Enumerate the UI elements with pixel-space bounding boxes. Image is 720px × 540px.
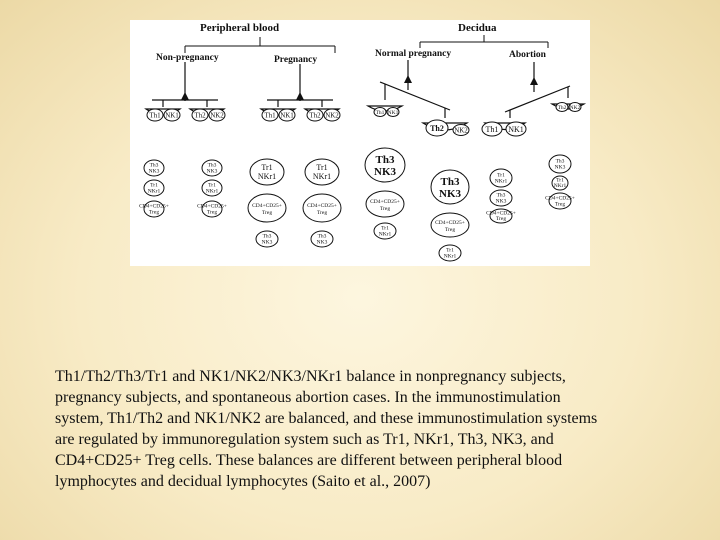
svg-text:Th3: Th3	[262, 233, 272, 240]
reg-stack-pregnancy	[248, 159, 341, 247]
svg-text:NKr1: NKr1	[494, 178, 508, 185]
svg-text:CD4+CD25+: CD4+CD25+	[435, 220, 465, 226]
svg-text:Th3: Th3	[149, 162, 159, 169]
label-normal-pregnancy: Normal pregnancy	[375, 49, 452, 59]
svg-text:Th3: Th3	[440, 176, 460, 188]
caption-line: Th1/Th2/Th3/Tr1 and NK1/NK2/NK3/NKr1 balance in nonpregnancy subjects,	[55, 368, 566, 385]
cell-th2-label: Th2	[309, 111, 321, 120]
svg-text:Th3: Th3	[317, 233, 327, 240]
svg-text:Treg: Treg	[444, 227, 456, 233]
svg-text:Treg: Treg	[316, 210, 328, 216]
label-non-pregnancy: Non-pregnancy	[156, 53, 219, 63]
cell-th1-label: Th1	[149, 111, 161, 120]
svg-text:Treg: Treg	[261, 210, 273, 216]
svg-text:Tr1: Tr1	[208, 182, 216, 189]
caption-line: lymphocytes and decidual lymphocytes (Saito et al., 2007)	[55, 473, 431, 490]
svg-text:Treg: Treg	[495, 216, 507, 222]
cell-nk2-label: NK2	[325, 111, 339, 120]
scale-pregnancy	[261, 64, 339, 115]
svg-text:NKr1: NKr1	[378, 231, 392, 238]
svg-text:NK3: NK3	[374, 166, 396, 178]
caption-line: system, Th1/Th2 and NK1/NK2 are balanced, and these immunostimulation systems	[55, 410, 598, 427]
reg-stack-normal-pregnancy	[365, 148, 469, 261]
svg-text:Treg: Treg	[379, 206, 391, 212]
svg-text:Th3: Th3	[555, 158, 565, 165]
svg-text:NK3: NK3	[495, 198, 507, 205]
svg-text:NK3: NK3	[148, 168, 160, 175]
cell-nk1-label: NK1	[280, 111, 294, 120]
svg-text:CD4+CD25+: CD4+CD25+	[307, 203, 337, 209]
svg-text:Tr1: Tr1	[381, 225, 389, 232]
cell-th1-label: Th1	[264, 111, 276, 120]
cell-nk1-label: NK1	[165, 111, 179, 120]
svg-text:NK3: NK3	[206, 168, 218, 175]
svg-text:Th3: Th3	[207, 162, 217, 169]
cell-th2-label: Th2	[557, 105, 567, 111]
decidua-bracket	[420, 35, 548, 48]
scale-non-pregnancy	[146, 62, 224, 115]
header-decidua: Decidua	[458, 22, 497, 34]
cell-th2-label: Th2	[430, 124, 444, 133]
svg-text:Tr1: Tr1	[446, 247, 454, 254]
cell-nk2-label: NK2	[210, 111, 224, 120]
svg-text:CD4+CD25+: CD4+CD25+	[252, 203, 282, 209]
caption-line: pregnancy subjects, and spontaneous abortion cases. In the immunostimulation	[55, 389, 561, 406]
svg-text:NK3: NK3	[554, 164, 566, 171]
svg-text:Tr1: Tr1	[316, 163, 328, 172]
svg-text:NK3: NK3	[261, 239, 273, 246]
reg-stack-abortion	[486, 155, 575, 223]
reg-stack-non-pregnancy	[139, 160, 227, 217]
svg-text:CD4+CD25+: CD4+CD25+	[197, 203, 227, 210]
label-pregnancy: Pregnancy	[274, 55, 318, 65]
svg-text:NK3: NK3	[316, 239, 328, 246]
svg-text:Tr1: Tr1	[150, 182, 158, 189]
svg-text:CD4+CD25+: CD4+CD25+	[486, 210, 516, 217]
svg-text:NKr1: NKr1	[147, 188, 161, 195]
cell-nk2-label: NK2	[569, 105, 581, 111]
svg-text:NK3: NK3	[439, 188, 461, 200]
svg-text:Treg: Treg	[206, 209, 218, 216]
cell-nk2-label: NK2	[454, 126, 468, 135]
peripheral-bracket	[185, 37, 335, 53]
cell-th1-label: Th1	[375, 110, 385, 116]
balance-diagram	[130, 20, 590, 266]
svg-text:Tr1: Tr1	[261, 163, 273, 172]
cell-nk1-label: NK1	[387, 110, 399, 116]
svg-text:NKr1: NKr1	[257, 172, 277, 181]
scale-abortion	[485, 62, 584, 130]
caption-line: CD4+CD25+ Treg cells. These balances are different between peripheral blood	[55, 452, 563, 469]
svg-text:NKr1: NKr1	[553, 183, 567, 189]
cell-th1-label: Th1	[485, 125, 499, 134]
svg-text:Treg: Treg	[148, 209, 160, 216]
svg-text:Th3: Th3	[496, 192, 506, 199]
svg-text:NKr1: NKr1	[443, 253, 457, 260]
cell-nk1-label: NK1	[508, 125, 524, 134]
header-peripheral-blood: Peripheral blood	[200, 22, 280, 34]
svg-text:Th3: Th3	[375, 154, 395, 166]
diagram-canvas	[130, 20, 590, 266]
svg-text:CD4+CD25+: CD4+CD25+	[545, 195, 575, 202]
svg-text:Treg: Treg	[554, 201, 566, 208]
svg-text:CD4+CD25+: CD4+CD25+	[370, 199, 400, 205]
scale-normal-pregnancy	[368, 60, 467, 130]
svg-text:NKr1: NKr1	[205, 188, 219, 195]
svg-text:NKr1: NKr1	[312, 172, 332, 181]
svg-text:Tr1: Tr1	[556, 177, 564, 184]
caption-line: are regulated by immunoregulation system such as Tr1, NKr1, Th3, NK3, and	[55, 431, 554, 448]
cell-th2-label: Th2	[194, 111, 206, 120]
figure-caption	[55, 366, 685, 492]
svg-text:CD4+CD25+: CD4+CD25+	[139, 203, 169, 210]
svg-text:Tr1: Tr1	[497, 172, 505, 179]
label-abortion: Abortion	[509, 50, 546, 60]
